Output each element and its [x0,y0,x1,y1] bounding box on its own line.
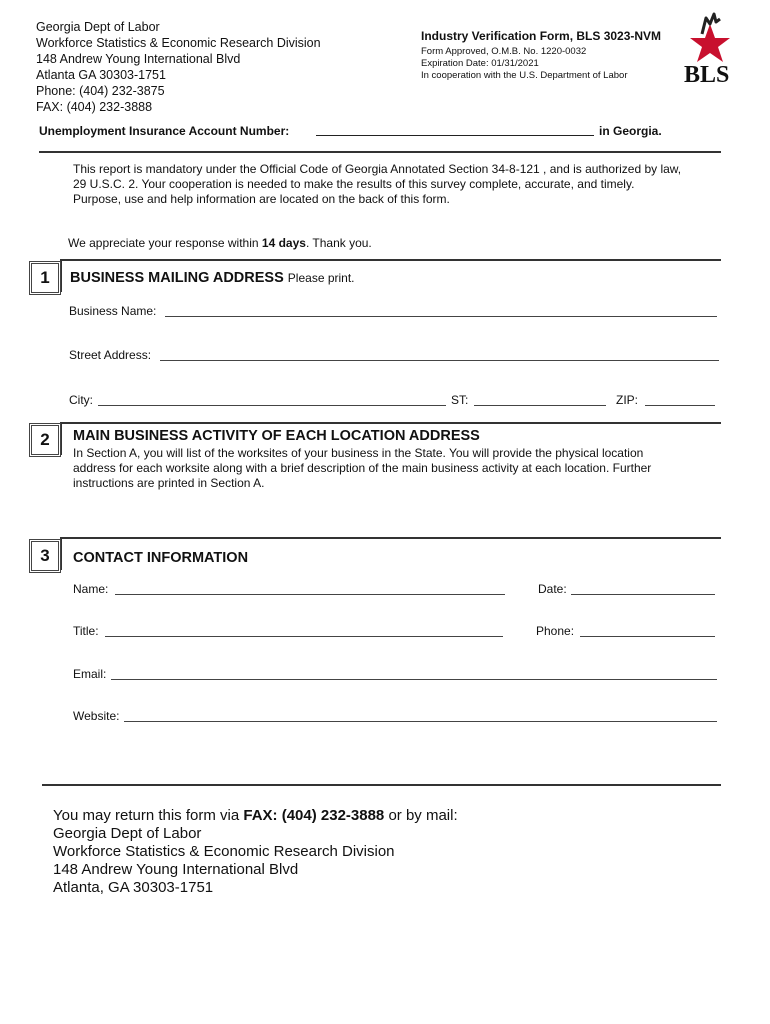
return-line: You may return this form via FAX: (404) 232-3888 or by mail: [53,807,458,824]
response-note: We appreciate your response within 14 days. Thank you. [68,236,372,250]
section2-divider [60,422,721,424]
street-address-label: Street Address: [69,348,152,362]
contact-website-label: Website: [73,709,120,723]
business-name-field[interactable] [165,316,717,317]
cooperation-note: In cooperation with the U.S. Department of Labor [421,70,628,81]
section2-title: MAIN BUSINESS ACTIVITY OF EACH LOCATION ADDRESS [73,428,480,444]
ui-account-input-line[interactable] [316,135,594,136]
contact-email-label: Email: [73,667,107,681]
return-address-line: Georgia Dept of Labor [53,825,202,842]
return-address-line: Workforce Statistics & Economic Research Division [53,843,395,860]
section2-instructions: In Section A, you will list of the worksites of your business in the State. You will provide the physical location address for each worksite along with a brief description of the main business activity at each location. Further instructions are printed in Section A. [73,446,652,490]
section3-number: 3 [29,539,61,573]
address-line: Workforce Statistics & Economic Research Division [36,36,321,50]
state-field[interactable] [474,405,606,406]
intro-line: Purpose, use and help information are located on the back of this form. [73,192,450,206]
top-divider [39,151,721,153]
ui-account-label: Unemployment Insurance Account Number: [39,124,290,138]
return-address-line: 148 Andrew Young International Blvd [53,861,299,878]
expiration-date: Expiration Date: 01/31/2021 [421,58,539,69]
bottom-divider [42,784,721,786]
form-approved: Form Approved, O.M.B. No. 1220-0032 [421,46,587,57]
return-fax: FAX: (404) 232-3888 [243,807,385,824]
section3-divider [60,537,721,539]
agency-address [36,19,321,115]
contact-title-label: Title: [73,624,99,638]
return-instructions [53,807,458,897]
contact-phone-field[interactable] [580,636,715,637]
zip-label: ZIP: [616,393,639,407]
section3-title: CONTACT INFORMATION [73,550,249,566]
form-header [421,29,661,82]
contact-website-field[interactable] [124,721,717,722]
contact-title-field[interactable] [105,636,503,637]
section1-divider [60,259,721,261]
contact-name-field[interactable] [115,594,505,595]
city-field[interactable] [98,405,446,406]
ui-account-suffix: in Georgia. [599,124,662,138]
section1-subtitle: Please print. [287,271,355,285]
response-days: 14 days [261,236,306,250]
city-label: City: [69,393,93,407]
contact-date-label: Date: [538,582,567,596]
section1-title: BUSINESS MAILING ADDRESS Please print. [70,270,355,286]
address-line: Phone: (404) 232-3875 [36,84,165,98]
bls-logo-text: BLS [684,62,730,86]
intro-line: This report is mandatory under the Official Code of Georgia Annotated Section 34-8-121 , and is authorized by law, [73,162,682,176]
contact-name-label: Name: [73,582,109,596]
address-line: Atlanta GA 30303-1751 [36,68,166,82]
contact-phone-label: Phone: [536,624,575,638]
contact-email-field[interactable] [111,679,717,680]
address-line: Georgia Dept of Labor [36,20,160,34]
zip-field[interactable] [645,405,715,406]
business-name-label: Business Name: [69,304,157,318]
address-line: FAX: (404) 232-3888 [36,100,153,114]
section1-number: 1 [29,261,61,295]
street-address-field[interactable] [160,360,719,361]
form-title: Industry Verification Form, BLS 3023-NVM [421,29,662,43]
address-line: 148 Andrew Young International Blvd [36,52,241,66]
intro-line: 29 U.S.C. 2. Your cooperation is needed to make the results of this survey complete, accurate, and timely. [73,177,635,191]
state-label: ST: [451,393,469,407]
bls-logo [680,10,740,86]
return-address-line: Atlanta, GA 30303-1751 [53,879,214,896]
bls-star-icon [680,10,740,86]
intro-text [73,162,723,207]
section2-number: 2 [29,423,61,457]
contact-date-field[interactable] [571,594,715,595]
